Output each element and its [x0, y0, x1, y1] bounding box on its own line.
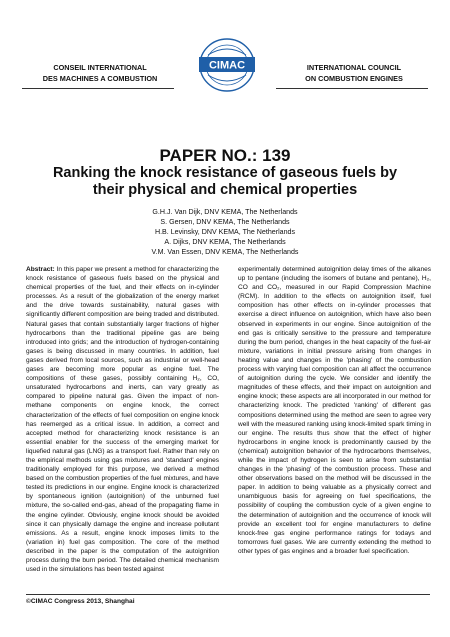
abstract-text-left: In this paper we present a method for characterizing the knock resistance of gaseous fuels based on the physical and chemical properties of the fuel, and their effects on in-cylinder processes. As a result of the globalization of the energy market and the drive towards sustainability, natural gases with significantly different composition are being traded and distributed. Natural gases that contain substantially larger fractions of higher hydrocarbons than the traditional pipeline gas are being introduced into grids; and the introduction of hydrogen-containing gases is being discussed in many countries. In addition, fuel gases derived from local sources, such as industrial or well-head gases are becoming more popular as engine fuel. The compositions of these gases, possibly containing H₂, CO, unsaturated hydrocarbons and inerts, can vary greatly as compared to pipeline natural gas. Given the impact of non-methane components on engine knock, the correct characterization of the effects of fuel composition on engine knock has reemerged as a critical issue. In addition, a correct and accepted method for characterizing knock resistance is an essential enabler for the success of the emerging market for liquefied natural gas (LNG) as a transport fuel. Rather than rely on the empirical methods using gas mixtures and 'standard' engines traditionally employed for this purpose, we derived a method based on the combustion properties of the fuel mixtures, and have tested its predictions in our engine. Engine knock is characterized by spontaneous ignition (autoignition) of the unburned fuel mixture, the so-called end-gas, ahead of the propagating flame in the engine cylinder. Obviously, engine knock should be avoided since it can physically damage the engine and increase pollutant emissions. As a result, engine knock imposes limits to the (variation in) fuel gas composition. The core of the method described in the paper is the computation of the autoignition process during the burn period. The detailed chemical mechanism used in the simulations has been tested against	[26, 266, 219, 574]
header-right-line1: INTERNATIONAL COUNCIL	[306, 63, 402, 72]
abstract-column-left	[26, 265, 219, 574]
header-left-line1: CONSEIL INTERNATIONAL	[53, 63, 147, 72]
title-line-2: their physical and chemical properties	[92, 181, 358, 198]
author-2: S. Gersen, DNV KEMA, The Netherlands	[160, 218, 290, 226]
header-right-rule	[276, 88, 428, 89]
abstract-label: Abstract:	[26, 266, 55, 273]
author-3: H.B. Levinsky, DNV KEMA, The Netherlands	[154, 228, 296, 236]
paper-number: PAPER NO.: 139	[159, 146, 291, 165]
abstract-column-right	[238, 265, 431, 556]
logo-text: CIMAC	[208, 59, 246, 72]
paper-title	[0, 165, 450, 198]
author-1: G.H.J. Van Dijk, DNV KEMA, The Netherlands	[152, 208, 298, 216]
author-4: A. Dijks, DNV KEMA, The Netherlands	[164, 238, 286, 246]
header-right-org	[264, 62, 444, 84]
footer-rule	[26, 594, 430, 595]
header-left-org	[10, 62, 190, 84]
title-line-1: Ranking the knock resistance of gaseous fuels by	[52, 165, 398, 181]
footer-copyright: ©CIMAC Congress 2013, Shanghai	[26, 598, 135, 605]
abstract-text-right: experimentally determined autoignition delay times of the alkanes up to pentane (including the isomers of butane and pentane), H₂, CO and CO₂, measured in our Rapid Compression Machine (RCM). In addition to the effects on autoignition itself, fuel composition has other effects on in-cylinder processes that exercise a direct influence on autoignition, which have also been observed in experiments in our engine. Since autoignition of the end gas is critically sensitive to the pressure and temperature during the burn period, changes in the heat capacity of the fuel-air mixture, variations in initial pressure arising from changes in heating value and changes in the 'phasing' of the combustion process with varying fuel composition can all affect the occurrence of autoignition during the cycle. We consider and identify the magnitudes of these effects, and their impact on autoignition and engine knock; these aspects are all incorporated in our method for characterizing knock. The predicted 'ranking' of different gas compositions determined using the method are seen to agree very well with the measured ranking using knock-limited spark timing in our engine. The results thus show that the effect of higher hydrocarbons in engine knock is predominantly caused by the (chemical) autoignition behavior of the hydrocarbons themselves, while the impact of hydrogen is seen to arise from substantial changes in the 'phasing' of the combustion process. These and other observations based on the method will be discussed in the paper. In addition to being valuable as a physically correct and unambiguous basis for agreeing on fuel specifications, the possibility of coupling the combustion cycle of a given engine to the determination of autoignition and the occurrence of knock will provide an excellent tool for engine manufacturers to define knock-free gas engine performance ratings for todays and tomorrows fuel gases. We are currently extending the method to other types of gas engines and a broader fuel specification.	[238, 266, 431, 555]
header-left-line2: DES MACHINES A COMBUSTION	[42, 74, 158, 83]
author-list	[0, 207, 450, 257]
cimac-logo	[196, 35, 258, 95]
header-right-line2: ON COMBUSTION ENGINES	[305, 74, 403, 83]
author-5: V.M. Van Essen, DNV KEMA, The Netherlands	[151, 248, 299, 256]
header-left-rule	[22, 88, 174, 89]
